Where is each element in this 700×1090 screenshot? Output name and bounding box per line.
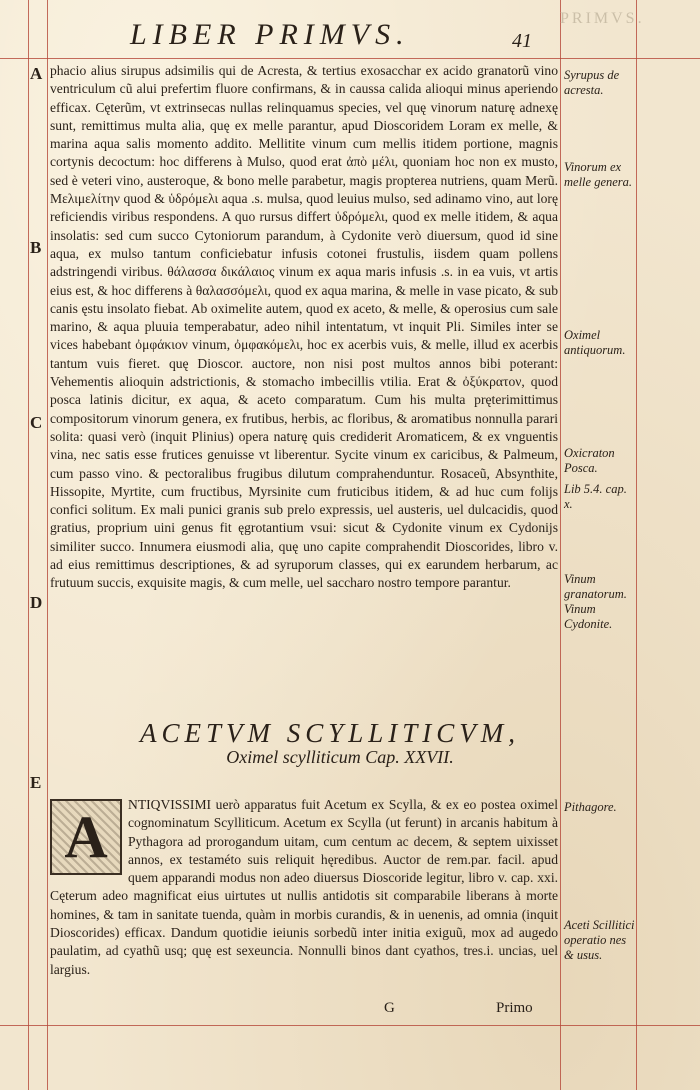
paragraph: phacio alius sirupus adsimilis qui de Acresta, & tertius exosacchar ex acido granatorũ vino ventriculum cũ alui prefertim fluore confirmans, & in caussa calida alioqui minus aperiendo efficax. Cęterũm, vt extrinsecas nullas relinquamus species, vel quę vinorum naturę adnexę sunt, remittimus multa alia, quę ex melle parantur, apud Dioscoridem Loram ex melle, & marina aqua salis momento addito. Mellitite vinum cum mellis itidem portione, magnis cortynis decoctum: hoc differens à Mulso, quod erat ἀπὸ μέλι, quoniam hoc non ex musto, sed è veteri vino, austeroque, & bono melle parabetur, magis propterea nutriens, quam Merũ. Μελιμελίτην quod & ὑδρόμελι aqua .s. mulsa, quod leuius mulso, sed adinamo vino, aut lorę reficiendis viribus respondens. A quo rursus differt ὑδρόμελι, quod ex melle itidem, & aqua insolatis: sed cum succo Cytoniorum parandum, à Cydonite verò diuersum, quod id sine aqua, ex mulso tantum conficiebatur infusis cotonei frustulis, iisdem quam pollens adstringendi viribus. θάλασσα δικάλαιος vinum ex aqua maris infusis .s. in ea vuis, vt artis eius est, & hoc differens à θαλασσόμελι, quod ex aqua marina, & melle in vase picato, & sub canis ęstu insolato fiebat. Ab oximelite autem, quod ex aceto, & melle, & operosius cum sale marino, & aqua pluuia temperabatur, adeo nihil intentatum, vt inquit Pli. Similes inter se vices habebant ὀμφάκιον vinum, ὀμφακόμελι, hoc ex acerbis vuis, & melle, illud ex acerbis tantum vuis fieret. quę Dioscor. auctore, non nisi post multos annos bibi poterant: Vehementis alioquin adstrictionis, & stomacho imbecillis vtilia. Erat & ὀξύκρατον, quod posca latinis dicitur, ex aqua, & aceto comparatum. Cum his multa pręterimittimus compositorum vinorum genera, ex frutibus, herbis, ac floribus, & aromatibus nonnulla parari solita: quasi verò (inquit Plinius) opera naturę quis crediderit Aromaticem, & ex vnguentis vina, nec satis esse frutices genuisse vt liberentur. Sycite vinum ex caricibus, & Palmeum, cum passo vino. & pectoralibus frugibus dilutum comprahenduntur. Rosaceũ, Absynthite, Hissopite, Myrtite, cum fructibus, Myrsinite cum fruticibus itidem, & ad huc cum folijs confici solitum. Ex mali punici granis sub prelo expressis, uel austeris, uel dulcacidis, quod gratius, proprium uini genus fit ęgrotantium vsui: sicut & Cydonite vinum ex Cydonijs similiter succo. Innumera eiusmodi alia, quę uno capite comprahendit Dioscorides, libro v. ad eius remittimus descriptiones, & ad syruporum classes, qui ex earundem herbarum, ac frutuum succis, exquisite magis, & cum melle, uel saccharo nostro tempore parantur. [50, 63, 558, 591]
running-title: LIBER PRIMVS. [130, 18, 410, 51]
section-letter-d: D [30, 593, 43, 612]
margin-rule-left-inner [47, 0, 48, 1090]
bleed-through-text: PRIMVS. [560, 10, 645, 27]
main-text-block [50, 62, 558, 593]
margin-note: Syrupus de acresta. [564, 68, 620, 97]
rule-top [0, 58, 700, 59]
margin-note: Lib 5.4. cap. x. [564, 482, 627, 511]
margin-note: Vinum granatorum. Vinum Cydonite. [564, 572, 627, 631]
catchword: Primo [496, 1000, 533, 1016]
chapter-text-block [50, 796, 558, 979]
chapter-title: ACETVM SCYLLITICVM, [139, 718, 521, 748]
section-letter-c: C [30, 413, 43, 432]
margin-note: Vinorum ex melle genera. [564, 160, 633, 189]
margin-note: Oximel antiquorum. [564, 328, 626, 357]
signature-mark: G [384, 1000, 395, 1016]
section-letter-e: E [30, 773, 42, 792]
decorated-initial [50, 799, 122, 875]
margin-rule-left-outer [28, 0, 29, 1090]
chapter-subtitle: Oximel scylliticum Cap. XXVII. [226, 747, 454, 767]
margin-note: Oxicraton Posca. [564, 446, 615, 475]
margin-note: Aceti Scillitici operatio nes & usus. [564, 918, 635, 962]
initial-letter: A [64, 804, 108, 870]
folio-number: 41 [512, 30, 532, 52]
margin-rule-right [636, 0, 637, 1090]
margin-note: Pithagore. [564, 800, 617, 814]
paragraph: NTIQVISSIMI uerò apparatus fuit Acetum ex Scylla, & ex eo postea oximel cognominatum Scylliticum. Acetum ex Scylla (ut ferunt) in arcanis habitum à Pythagora ad prorogandum uitam, cum centum ac decem, & septem uixisset annos, ex testaméto suis reliquit hęredibus. Auctor de rem.par. facil. apud quem apparandi modus non adeo diuersus Dioscoride legitur, libro v. cap. xxi. Cęterum adeo magnificat eius uirtutes ut nullis antidotis sit comparabile liberans à morte homines, & tam in sanitate tuenda, quàm in morbis curandis, & in uenenis, ad omnia (inquit Dioscorides) efficax. Dandum quotidie ieiunis sorbedũ inter initia exiguũ, mox ad augedo paulatim, ad cyathũ usq; quę est sexeuncia. Nonnulli binos dant cyathos, tres.i. uncias, uel largius. [50, 797, 558, 977]
section-letter-b: B [30, 238, 42, 257]
section-letter-a: A [30, 64, 43, 83]
margin-rule-text [560, 0, 561, 1090]
rule-bottom [0, 1025, 700, 1026]
